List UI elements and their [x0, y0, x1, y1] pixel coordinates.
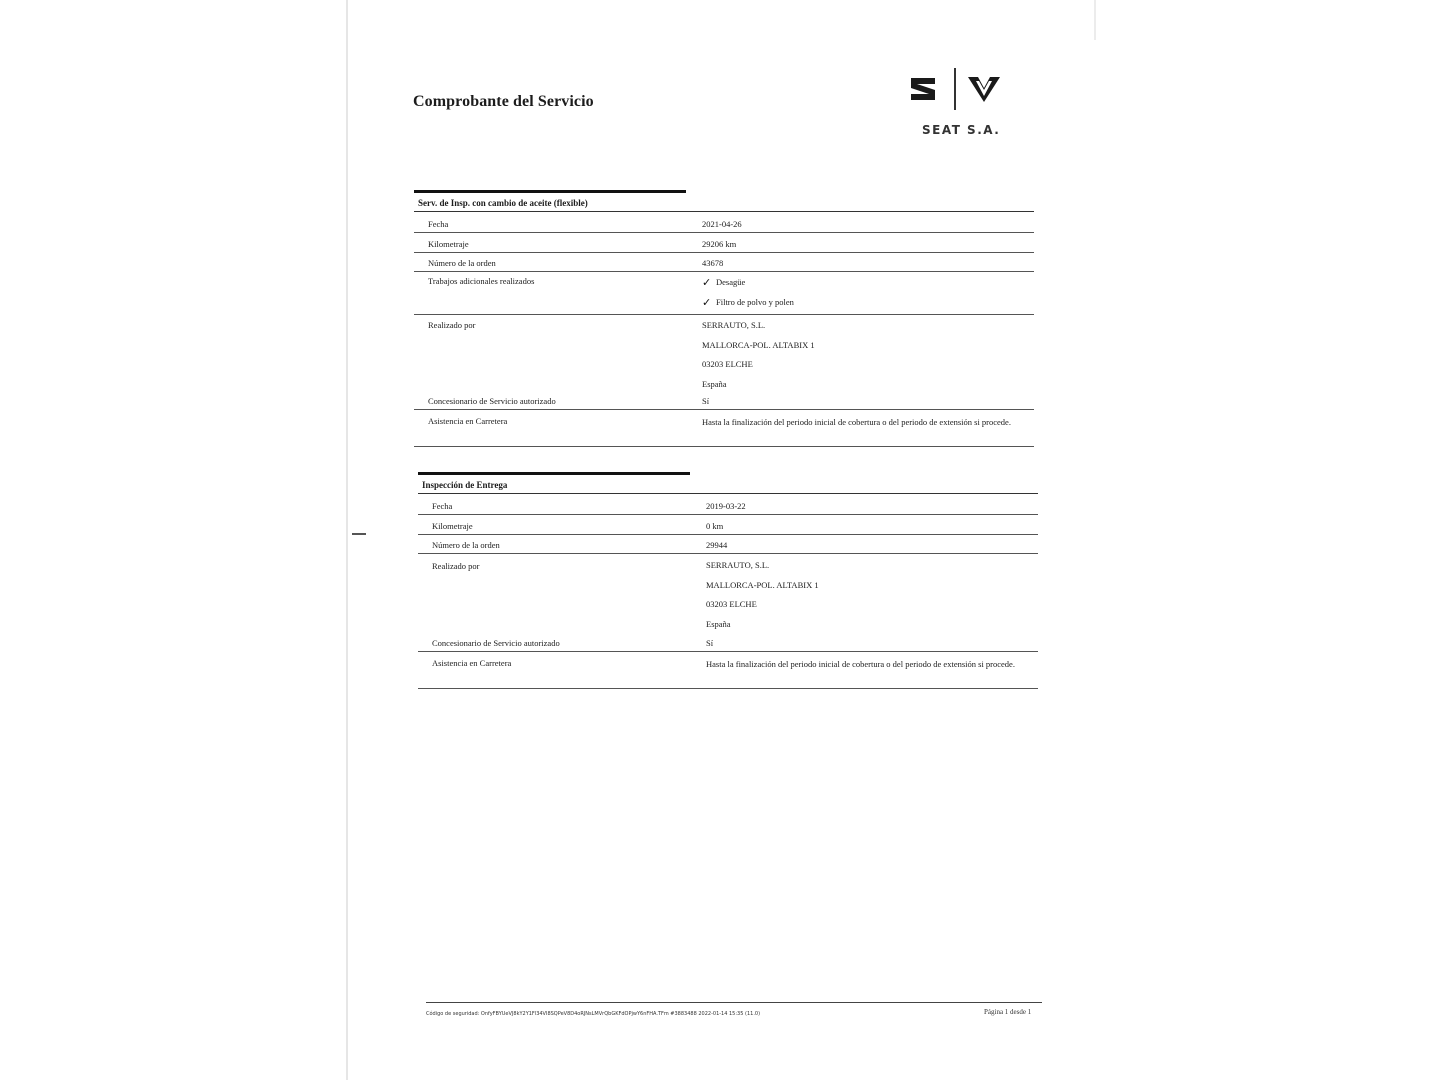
seat-logo-icon — [908, 75, 938, 103]
delivery-section — [418, 472, 1038, 697]
security-code: Código de seguridad: OnfyFBYUeVJ8kY2Y1Fl34VI8SQPeV8D4oRJNsLMVrQbGKFdOPjwY6nFHA.TFm #3883488 2022-01-14 15:35 (11.0) — [426, 1011, 761, 1017]
section-title: Serv. de Insp. con cambio de aceite (flexible) — [418, 198, 588, 208]
row-label: Realizado por — [428, 320, 476, 330]
cupra-logo-icon — [966, 74, 1002, 104]
section-bar — [414, 190, 686, 193]
row-value: 29206 km — [702, 239, 737, 249]
check-label: Desagüe — [716, 277, 746, 287]
row-rule — [418, 553, 1038, 554]
row-rule — [418, 534, 1038, 535]
row-rule — [418, 514, 1038, 515]
row-value: Hasta la finalización del periodo inicial de cobertura o del periodo de extensión si procede. — [706, 659, 1015, 669]
row-value: 03203 ELCHE — [706, 599, 757, 609]
row-label: Concesionario de Servicio autorizado — [428, 396, 556, 406]
brand-text: SEAT S.A. — [922, 123, 1001, 137]
row-value: Sí — [702, 396, 710, 406]
row-label: Trabajos adicionales realizados — [428, 276, 535, 286]
row-label: Fecha — [428, 219, 449, 229]
brand-logo — [904, 66, 1008, 142]
check-item — [702, 272, 1032, 292]
row-label: Asistencia en Carretera — [428, 416, 508, 426]
row-label: Kilometraje — [432, 521, 473, 531]
check-item — [702, 292, 1032, 312]
section-rule — [418, 493, 1038, 494]
footer-rule — [426, 1002, 1042, 1003]
row-label: Concesionario de Servicio autorizado — [432, 638, 560, 648]
row-value: MALLORCA-POL. ALTABIX 1 — [706, 579, 819, 590]
row-value: España — [706, 618, 731, 629]
row-label: Número de la orden — [432, 540, 500, 550]
row-label: Número de la orden — [428, 258, 496, 268]
row-rule — [418, 651, 1038, 652]
section-rule — [414, 211, 1034, 212]
checkmark-icon: ✓ — [702, 295, 712, 309]
checkmark-icon: ✓ — [702, 275, 712, 289]
row-value: 29944 — [706, 540, 728, 550]
row-rule — [414, 232, 1034, 233]
row-rule — [414, 409, 1034, 410]
document-title: Comprobante del Servicio — [413, 93, 594, 110]
row-value: Sí — [706, 638, 714, 648]
row-value: 03203 ELCHE — [702, 359, 753, 369]
row-value: SERRAUTO, S.L. — [702, 320, 766, 330]
logo-divider — [954, 68, 956, 110]
row-value: 0 km — [706, 521, 724, 531]
row-value: SERRAUTO, S.L. — [706, 560, 770, 570]
row-value: 43678 — [702, 258, 724, 268]
row-rule — [414, 446, 1034, 447]
row-value: Hasta la finalización del periodo inicial de cobertura o del periodo de extensión si procede. — [702, 417, 1011, 427]
row-value: 2021-04-26 — [702, 219, 742, 229]
row-label: Asistencia en Carretera — [432, 658, 512, 668]
page-number: Página 1 desde 1 — [984, 1008, 1032, 1016]
row-value: MALLORCA-POL. ALTABIX 1 — [702, 339, 815, 350]
row-rule — [414, 252, 1034, 253]
row-label: Kilometraje — [428, 239, 469, 249]
row-rule — [414, 314, 1034, 315]
section-bar — [418, 472, 690, 475]
scan-mark — [352, 533, 366, 535]
service-section — [414, 190, 1034, 455]
row-label: Realizado por — [432, 561, 480, 571]
row-value: España — [702, 378, 727, 389]
section-title: Inspección de Entrega — [422, 480, 508, 490]
page-edge — [1094, 0, 1096, 40]
check-label: Filtro de polvo y polen — [716, 297, 794, 307]
row-value: 2019-03-22 — [706, 501, 746, 511]
row-rule — [418, 688, 1038, 689]
row-label: Fecha — [432, 501, 453, 511]
